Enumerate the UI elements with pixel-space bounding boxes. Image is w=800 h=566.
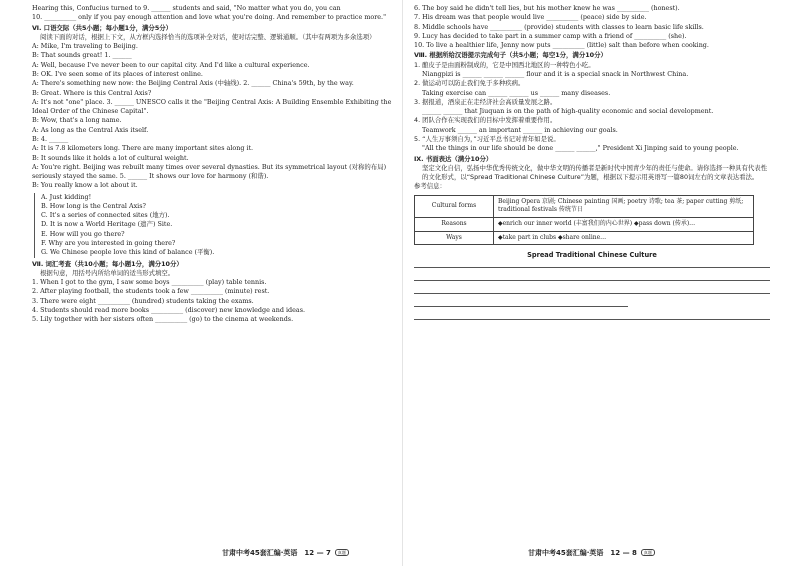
sentence-en: "All the things in our life should be done ______ ______," President Xi Jinping said to young people. (422, 144, 739, 153)
table-row (415, 231, 754, 245)
dialog-line: A: It is 7.8 kilometers long. There are many important sites along it. (32, 144, 254, 153)
vocab-item: 10. To live a healthier life, Jenny now puts __________ (little) salt than before when cooking. (414, 41, 709, 50)
dialog-line: A: As long as the Central Axis itself. (32, 125, 149, 134)
dialog-line: A: There's something new now: the Beijing Central Axis (中轴线). 2. ______ China's 59th, by the way. (32, 79, 354, 88)
section-6-instructions: 阅读下面的对话，根据上下文，从方框内选择恰当的选项补全对话，使对话完整、逻辑通顺。（其中有两项为多余选项） (40, 32, 376, 41)
reference-label: 参考信息： (414, 182, 446, 191)
vocab-item: 5. Lily together with her sisters often __________ (go) to the cinema at weekends. (32, 315, 294, 324)
sentence-cn: 3. 据报道，酒泉正在走经济社会高质量发展之路。 (414, 97, 557, 106)
option-item: F. Why are you interested in going there? (41, 239, 176, 248)
section-9-title: Ⅸ. 书面表达（满分10分） (414, 154, 493, 163)
writing-line[interactable] (414, 306, 628, 307)
essay-instructions: 坚定文化自信，弘扬中华优秀传统文化，做中华文明的传播者是新时代中国青少年的责任与使命。请你选择一种具有代表性的文化形式，以“Spread Traditional Chinese Culture”为题，根据以下提示用英语写一篇80词左右的文章表达看法。 (422, 163, 768, 182)
table-content: Beijing Opera 京剧; Chinese painting 国画; poetry 诗歌; tea 茶; paper cutting 剪纸; traditional festivals 传统节日 (494, 195, 754, 217)
option-item: G. We Chinese people love this kind of balance (平衡). (41, 248, 215, 257)
writing-line[interactable] (414, 293, 770, 294)
dialog-line: B: It sounds like it holds a lot of cultural weight. (32, 153, 189, 162)
sentence-en: Teamwork ______ an important ______ in achieving our goals. (422, 125, 618, 134)
option-item: D. It is now a World Heritage (遗产) Site. (41, 220, 173, 229)
vocab-item: 7. His dream was that people would live __________ (peace) side by side. (414, 13, 647, 22)
section-8-title: Ⅷ. 根据所给汉语提示完成句子（共5小题；每空1分，满分10分） (414, 51, 607, 60)
q9-line: Hearing this, Confucius turned to 9. ______ students and said, "No matter what you do, you can (32, 4, 341, 12)
left-footer (222, 548, 349, 558)
dialog-line: A: It's not "one" place. 3. ______ UNESCO calls it the "Beijing Central Axis: A Building Ensemble Exhibiting the Ideal Order of the Chinese Capital". (32, 97, 392, 116)
writing-line[interactable] (414, 319, 770, 320)
dialog-line: A: Mike, I'm traveling to Beijing. (32, 42, 138, 51)
option-item: E. How will you go there? (41, 229, 125, 238)
left-footer-text: 甘肃中考45套汇编·英语 12 — 7 (222, 549, 331, 557)
sentence-cn: 1. 酿皮子是由面粉制成的，它是中国西北地区的一种特色小吃。 (414, 60, 595, 69)
vocab-item: 4. Students should read more books __________ (discover) new knowledge and ideas. (32, 306, 305, 314)
sentence-cn: 2. 做运动可以防止我们免于多种疾病。 (414, 79, 525, 88)
dialog (32, 42, 392, 191)
essay-title: Spread Traditional Chinese Culture (527, 251, 657, 260)
option-item: C. It's a series of connected sites (地方). (41, 211, 170, 220)
reference-table (414, 195, 754, 246)
sentence-cn: 5. “人生万事须自为，”习近平总书记对青年如是说。 (414, 134, 560, 143)
table-content: ◆enrich our inner world (丰富我们的内心世界) ◆pass down (传承)… (494, 218, 754, 232)
dialog-line: A: You're right. Beijing was rebuilt many times over several dynasties. But its symmetrical layout (对称的布局) seriously stayed the same. 5. ______ It shows our love for harmony (和谐). (32, 162, 387, 181)
section-7-title: Ⅶ. 词汇考查（共10小题；每小题1分，满分10分） (32, 259, 183, 268)
sentence-en: Niangpizi is ______ ______ ______ flour and it is a special snack in Northwest China. (422, 69, 689, 78)
sentence-en: ______ ______ that Jiuquan is on the path of high-quality economic and social development. (422, 107, 714, 116)
vocab-item: 2. After playing football, the students took a few __________ (minute) rest. (32, 287, 270, 296)
table-row (415, 218, 754, 232)
table-label: Cultural forms (415, 195, 494, 217)
dialog-line: B: OK. I've seen some of its places of interest online. (32, 69, 203, 78)
dialog-line: B: That sounds great! 1. ______ (32, 51, 132, 60)
dialog-line: B: Wow, that's a long name. (32, 116, 122, 125)
vocab-item: 3. There were eight __________ (hundred) students taking the exams. (32, 296, 254, 305)
sentence-en: Taking exercise can ______ ______ us ______ many diseases. (422, 88, 611, 97)
option-item: B. How long is the Central Axis? (41, 201, 146, 210)
vocab-item: 6. The boy said he didn't tell lies, but his mother knew he was __________ (honest). (414, 4, 680, 12)
vocab-item: 1. When I got to the gym, I saw some boys __________ (play) table tennis. (32, 278, 267, 287)
section-6-title: Ⅵ. 口语交际（共5小题；每小题1分，满分5分） (32, 23, 173, 32)
right-page (414, 4, 770, 332)
table-content: ◆take part in clubs ◆share online… (494, 231, 754, 245)
dialog-line: B: 4. ______ (32, 134, 69, 143)
dialog-line: B: You really know a lot about it. (32, 181, 138, 190)
left-page (32, 4, 392, 325)
options-box (34, 193, 392, 258)
table-row (415, 195, 754, 217)
writing-line[interactable] (414, 267, 770, 268)
section-7-instructions: 根据句意，用括号内所给单词的适当形式填空。 (40, 268, 175, 277)
table-label: Reasons (415, 218, 494, 232)
right-footer (528, 548, 655, 558)
sentence-cn: 4. 团队合作在实现我们的目标中发挥着重要作用。 (414, 116, 557, 125)
table-label: Ways (415, 231, 494, 245)
q10-line: 10. __________ only if you pay enough attention and love what you're doing. And remember to practice more." (32, 13, 387, 22)
dialog-line: B: Great. Where is this Central Axis? (32, 88, 152, 97)
right-footer-text: 甘肃中考45套汇编·英语 12 — 8 (528, 549, 637, 557)
dialog-line: A: Well, because I've never been to our capital city. And I'd like a cultural experience. (32, 60, 310, 69)
vocab-item: 8. Middle schools have __________ (provide) students with classes to learn basic life skills. (414, 22, 704, 31)
option-item: A. Just kidding! (41, 192, 92, 201)
left-footer-tag: 真题 (335, 549, 349, 556)
page-gutter (402, 0, 403, 566)
writing-line[interactable] (414, 280, 770, 281)
vocab-item: 9. Lucy has decided to take part in a summer camp with a friend of __________ (she). (414, 31, 687, 40)
right-footer-tag: 真题 (641, 549, 655, 556)
